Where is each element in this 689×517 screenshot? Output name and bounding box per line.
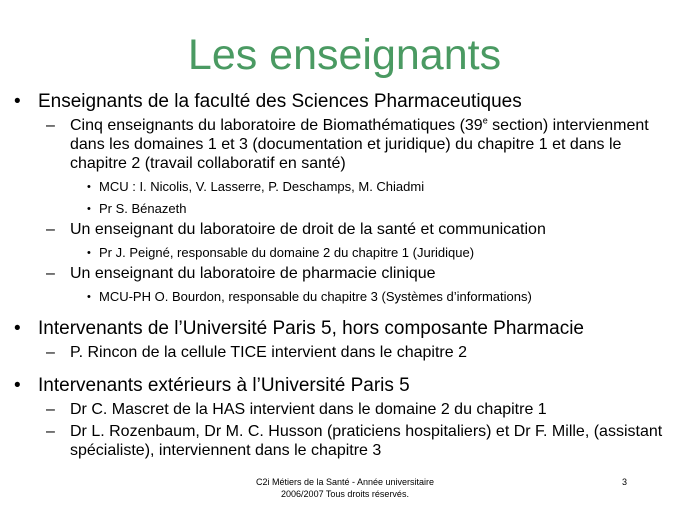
sub-sub-bullet-pr [14,201,679,217]
slide-footer [215,476,475,500]
sub-sub-bullet-text: MCU-PH O. Bourdon, responsable du chapitre 3 (Systèmes d’informations) [99,289,532,304]
slide-title: Les enseignants [187,31,502,79]
sub-bullet-text-post: section) intervienment dans les domaines 1 et 3 (documentation et juridique) du chapitre 1 et dans le chapitre 2 (travail collaboratif en santé) [70,117,649,172]
sub-sub-bullet-peigne [14,245,679,261]
sub-bullet-rozenbaum [14,422,679,460]
footer-line-1: C2i Métiers de la Santé - Année universitaire [255,477,435,487]
sub-sub-bullet-text: Pr J. Peigné, responsable du domaine 2 du chapitre 1 (Juridique) [99,245,475,260]
bullet-dot-icon: • [14,91,21,112]
sub-bullet-text: Un enseignant du laboratoire de pharmacie clinique [70,265,436,282]
sub-bullet-text: Un enseignant du laboratoire de droit de la santé et communication [70,221,546,238]
slide-content [14,90,679,460]
footer-line-2: 2006/2007 Tous droits réservés. [281,489,409,499]
sub-bullet-pharmacie-clinique [14,264,679,283]
dash-icon: – [46,117,55,134]
ordinal-superscript: e [482,115,488,126]
sub-bullet-mascret [14,400,679,419]
dash-icon: – [46,344,55,361]
bullet-dot-icon: • [14,375,21,396]
bullet-dot-icon: • [87,181,91,193]
sub-sub-bullet-mcu [14,179,679,195]
sub-bullet-droit [14,220,679,239]
bullet-text: Enseignants de la faculté des Sciences Pharmaceutiques [38,91,522,112]
bullet-faculty-teachers [14,90,679,113]
bullet-dot-icon: • [87,247,91,259]
sub-bullet-text: P. Rincon de la cellule TICE intervient dans le chapitre 2 [70,344,467,361]
sub-sub-bullet-text: MCU : I. Nicolis, V. Lasserre, P. Deschamps, M. Chiadmi [99,179,425,194]
sub-bullet-text-pre: Cinq enseignants du laboratoire de Biomathématiques (39 [70,117,483,134]
sub-bullet-text: Dr C. Mascret de la HAS intervient dans le domaine 2 du chapitre 1 [70,401,547,418]
sub-sub-bullet-bourdon [14,289,679,305]
bullet-text: Intervenants de l’Université Paris 5, hors composante Pharmacie [38,318,584,339]
bullet-dot-icon: • [87,203,91,215]
sub-sub-bullet-text: Pr S. Bénazeth [99,201,187,216]
dash-icon: – [46,401,55,418]
bullet-dot-icon: • [87,291,91,303]
page-number: 3 [622,477,628,487]
bullet-dot-icon: • [14,318,21,339]
sub-bullet-rincon [14,343,679,362]
dash-icon: – [46,221,55,238]
bullet-text: Intervenants extérieurs à l’Université Paris 5 [38,375,410,396]
dash-icon: – [46,423,55,440]
sub-bullet-biomath [14,116,679,173]
dash-icon: – [46,265,55,282]
bullet-paris5-intervenants [14,317,679,340]
bullet-external-intervenants [14,374,679,397]
sub-bullet-text: Dr L. Rozenbaum, Dr M. C. Husson (praticiens hospitaliers) et Dr F. Mille, (assistant spécialiste), interviennent dans le chapitre 3 [70,423,663,459]
